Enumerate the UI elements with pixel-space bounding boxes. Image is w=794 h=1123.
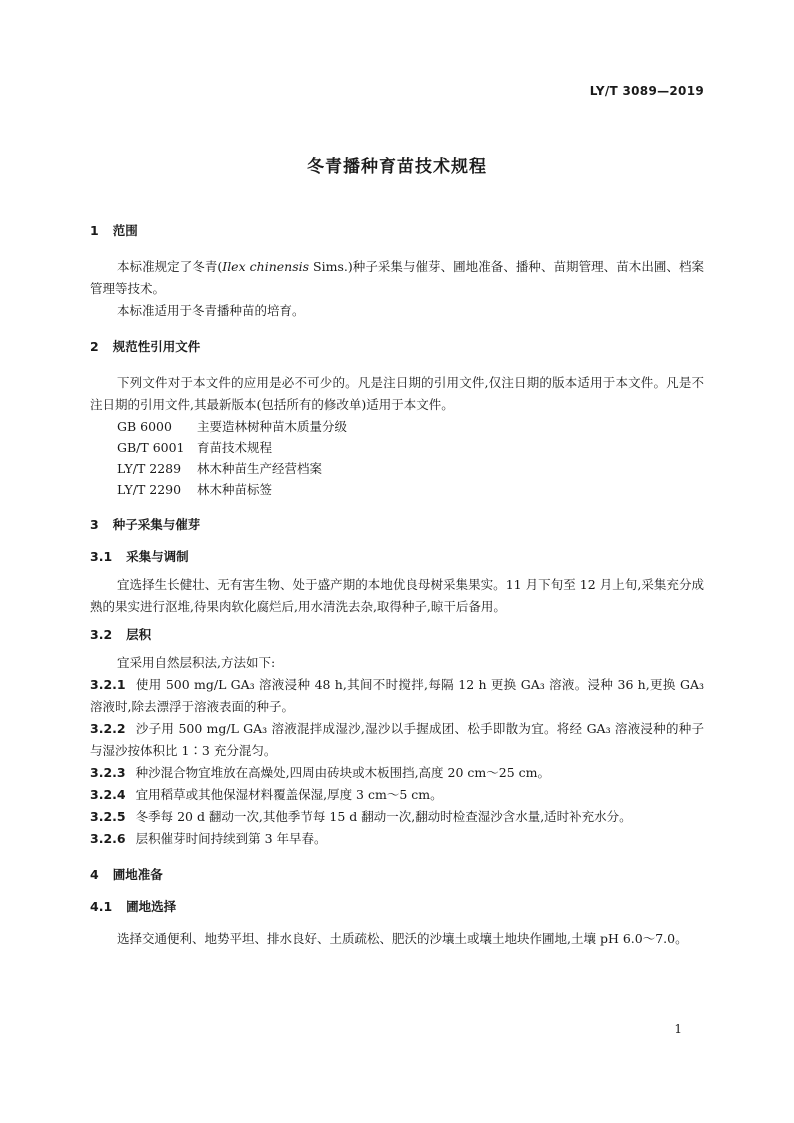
reference-item: GB 6000 主要造林树种苗木质量分级 <box>117 419 348 434</box>
clause: 3.2.2 沙子用 500 mg/L GA₃ 溶液混拌成湿沙,湿沙以手握成团、松手即散为宜。将经 GA₃ 溶液浸种的种子与湿沙按体积比 1∶3 充分混匀。 <box>90 721 704 758</box>
section-title: 范围 <box>112 223 138 238</box>
reference-item: GB/T 6001 育苗技术规程 <box>117 440 273 455</box>
section-heading-3 <box>90 514 704 536</box>
reference-item: LY/T 2290 林木种苗标签 <box>117 482 273 497</box>
page-number: 1 <box>674 1022 682 1036</box>
reference-item: LY/T 2289 林木种苗生产经营档案 <box>117 461 323 476</box>
paragraph: 宜选择生长健壮、无有害生物、处于盛产期的本地优良母树采集果实。11 月下旬至 12 月上旬,采集充分成熟的果实进行沤堆,待果肉软化腐烂后,用水清洗去杂,取得种子,晾干后备用。 <box>90 577 704 614</box>
clause: 3.2.6 层积催芽时间持续到第 3 年早春。 <box>90 831 327 846</box>
section-heading-1 <box>90 220 704 242</box>
section-number: 3 <box>90 517 99 532</box>
clause: 3.2.1 使用 500 mg/L GA₃ 溶液浸种 48 h,其间不时搅拌,每隔 12 h 更换 GA₃ 溶液。浸种 36 h,更换 GA₃ 溶液时,除去漂浮于溶液表面的种子。 <box>90 677 704 714</box>
section-title: 种子采集与催芽 <box>112 517 201 532</box>
paragraph: 本标准适用于冬青播种苗的培育。 <box>117 303 305 318</box>
section-heading-2 <box>90 336 704 358</box>
latin-name: Ilex chinensis <box>222 259 310 274</box>
standard-code: LY/T 3089—2019 <box>589 84 704 98</box>
clause: 3.2.3 种沙混合物宜堆放在高燥处,四周由砖块或木板围挡,高度 20 cm～25 cm。 <box>90 765 550 780</box>
section-number: 2 <box>90 339 99 354</box>
clause: 3.2.5 冬季每 20 d 翻动一次,其他季节每 15 d 翻动一次,翻动时检查湿沙含水量,适时补充水分。 <box>90 809 632 824</box>
subsection-heading-4-1: 4.1 圃地选择 <box>90 899 177 914</box>
clause: 3.2.4 宜用稻草或其他保湿材料覆盖保湿,厚度 3 cm～5 cm。 <box>90 787 443 802</box>
paragraph: 选择交通便利、地势平坦、排水良好、土质疏松、肥沃的沙壤土或壤土地块作圃地,土壤 pH 6.0～7.0。 <box>117 931 688 946</box>
section-number: 1 <box>90 223 99 238</box>
section-title: 圃地准备 <box>112 867 163 882</box>
document-title: 冬青播种育苗技术规程 <box>307 157 487 177</box>
paragraph: 宜采用自然层积法,方法如下: <box>117 655 276 670</box>
subsection-heading-3-2: 3.2 层积 <box>90 627 152 642</box>
paragraph: 下列文件对于本文件的应用是必不可少的。凡是注日期的引用文件,仅注日期的版本适用于本文件。凡是不注日期的引用文件,其最新版本(包括所有的修改单)适用于本文件。 <box>90 375 704 412</box>
document-body <box>90 220 704 950</box>
section-heading-4 <box>90 864 704 886</box>
section-number: 4 <box>90 867 99 882</box>
paragraph: 本标准规定了冬青(Ilex chinensis Sims.)种子采集与催芽、圃地准备、播种、苗期管理、苗木出圃、档案管理等技术。 <box>90 259 704 296</box>
section-title: 规范性引用文件 <box>112 339 201 354</box>
subsection-heading-3-1: 3.1 采集与调制 <box>90 549 189 564</box>
